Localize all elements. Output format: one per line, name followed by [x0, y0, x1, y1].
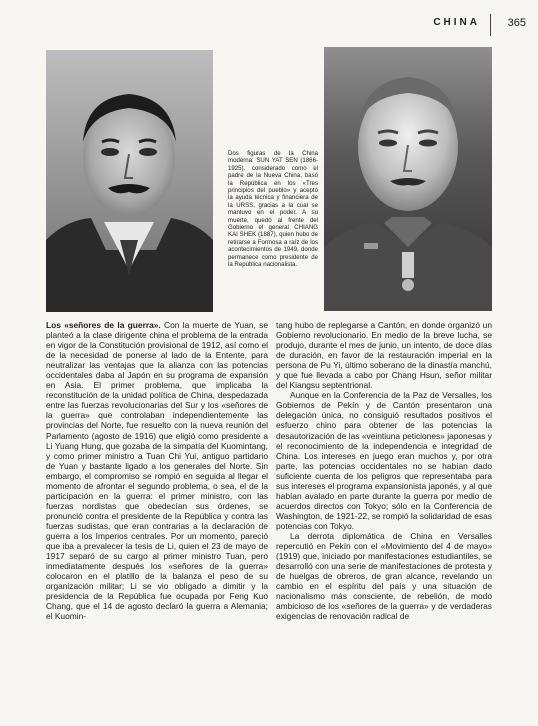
article-column-left: [46, 320, 268, 621]
portrait-chiang-kai-shek-drawing: [324, 47, 492, 311]
page-header: [0, 12, 538, 38]
article-paragraph: [46, 320, 268, 621]
section-heading: Los «señores de la guerra».: [46, 320, 161, 330]
article-paragraph: Aunque en la Conferencia de la Paz de Versalles, los Gobiernos de Pekín y de Cantón presentaron una delegación única, no consiguió resultados positivos el esfuerzo chino para obtener de las potencias la desautorización de las «veintiuna peticiones» japonesas y el reconocimiento de la independencia e integridad de China. Los intereses en juego eran muchos y, por otra parte, las potencias occidentales no se habían dado suficiente cuenta de los peligros que representaba para sus intereses el programa expansionista japonés, y al que habían avalado en parte durante la guerra por medio de acuerdos directos con Tokyo; sólo en la Conferencia de Washington, de 1921-22, se rompió la solidaridad de esas potencias con Tokyo.: [276, 390, 492, 531]
article-paragraph: La derrota diplomática de China en Versalles repercutió en Pekín con el «Movimiento del 4 de mayo» (1919) que, iniciado por manifestaciones estudiantiles, se desarrolló con una serie de manifestaciones de protesta y de huelgas de obreros, de gran alcance, revelando un cambio en el espíritu del país y una situación de nacionalismo más consciente, de rebelión, de modo ambicioso de los «señores de la guerra» y de verdaderas exigencias de renovación radical de: [276, 530, 492, 622]
header-divider: [490, 14, 491, 36]
section-title: CHINA: [433, 17, 480, 28]
article-paragraph: tang hubo de replegarse a Cantón, en donde organizó un Gobierno revolucionario. En medio de la breve lucha, se produjo, durante el mes de junio, un intento, de doce días de duración, en favor de la restauración imperial en la persona de Pu Yi, último soberano de la dinastía manchú, y que fue llevada a cabo por Chang Hsun, señor militar del Kiangsu septentrional.: [276, 320, 492, 391]
photo-caption: Dos figuras de la China moderna: SUN YAT SEN (1866-1925), considerado como el padre de la Nueva China, basó la República en los «Tres principios del pueblo» y aceptó la ayuda técnica y financiera de la URSS, gracias a la cual se mantuvo en el poder. A su muerte, quedó al frente del Gobierno el general CHIANG KAI SHEK (1887), quien hubo de retirarse a Formosa a raíz de los acontecimientos de 1949, donde permanece como presidente de la República nacionalista.: [228, 150, 318, 269]
portrait-sun-yat-sen-drawing: [46, 50, 213, 312]
portrait-chiang-kai-shek: [324, 47, 492, 311]
paragraph-text: Con la muerte de Yuan, se planteó a la clase dirigente china el problema de la entrada en vigor de la Constitución provisional de 1912, así como el de la necesidad de ponerse al lado de la Entente, para neutralizar las ventajas que la alianza con las potencias occidentales daba al Japón en su programa de expansión en Asia. El primer problema, que implicaba la reconstitución de la unidad política de China, despedazada entre las fuerzas revolucionarias del Sur y los «señores de la guerra» que controlaban independientemente las provincias del Norte, fue resuelto con la nueva reunión del Parlamento (agosto de 1916) que eligió como presidente a Li Yuang Hung, que gozaba de la simpatía del Kuomintang, y como primer ministro a Tuan Chi Yui, antiguo partidario de Yuan y bastante ligado a los generales del Norte. Sin embargo, el compromiso se rompió en seguida al llegar el momento de afrontar el segundo problema, o sea, el de la participación en la guerra: el primer ministro, con las fuerzas nordistas que obedecían sus órdenes, se pronunció contra el presidente de la República y contra las fuerzas sudistas, que eran contrarias a la declaración de guerra a los Imperios centrales. Por un momento, pareció que iba a prevalecer la tesis de Li, quien el 23 de mayo de 1917 separó de su cargo al primer ministro Tuan, pero inmediatamente después los «señores de la guerra» colocaron en el platillo de la balanza el peso de su organización militar; Li se vio obligado a dimitir y la presidencia de la República fue ocupada por Feng Kuo Chang, que el 14 de agosto declaró la guerra a Alemania; el Kuomin-: [46, 320, 268, 622]
page-number: 365: [507, 17, 526, 29]
portrait-sun-yat-sen: [46, 50, 213, 312]
article-column-right: [276, 320, 492, 621]
